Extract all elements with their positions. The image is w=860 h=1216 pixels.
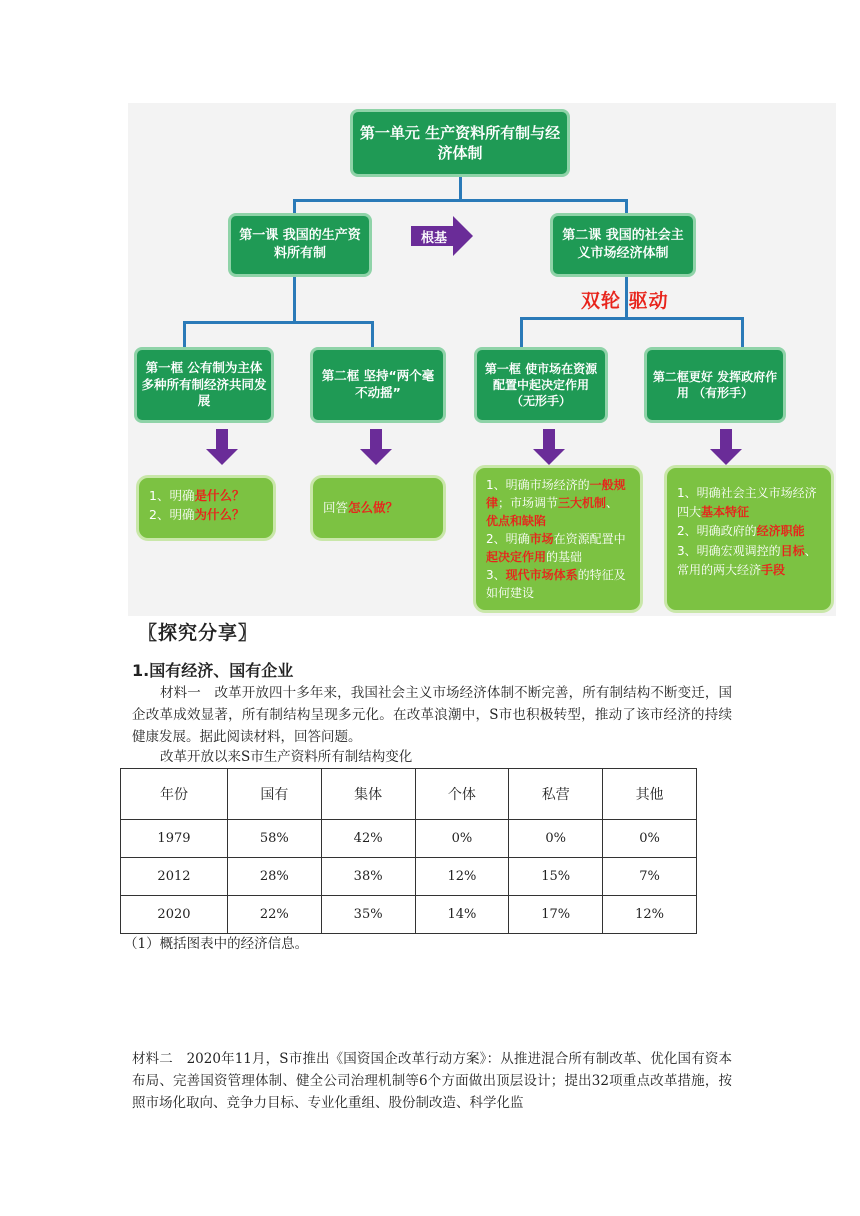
connector bbox=[459, 175, 462, 201]
table-cell: 14% bbox=[415, 896, 509, 934]
table-cell: 0% bbox=[509, 820, 603, 858]
table-row bbox=[121, 896, 697, 934]
table-cell: 38% bbox=[321, 858, 415, 896]
table-header: 年份 bbox=[121, 769, 228, 820]
box-government: 1、明确社会主义市场经济四大基本特征 2、明确政府的经济职能 3、明确宏观调控的目标、常用的两大经济手段 bbox=[664, 465, 834, 613]
table-row bbox=[121, 820, 697, 858]
table-header: 私营 bbox=[509, 769, 603, 820]
course-two-label: 第二课 我国的社会主义市场经济体制 bbox=[562, 228, 684, 261]
frame-l1-node bbox=[134, 347, 274, 423]
table-cell: 7% bbox=[603, 858, 697, 896]
table-cell: 12% bbox=[603, 896, 697, 934]
frame-r1-label: 第一框 使市场在资源配置中起决定作用 （无形手） bbox=[484, 361, 598, 409]
table-header: 个体 bbox=[415, 769, 509, 820]
table-cell: 35% bbox=[321, 896, 415, 934]
table-cell: 22% bbox=[227, 896, 321, 934]
connector bbox=[293, 199, 628, 202]
dual-drive-label: 双轮 驱动 bbox=[581, 290, 669, 312]
frame-l2-label: 第二框 坚持“两个毫不动摇” bbox=[321, 368, 435, 400]
material-two: 材料二 2020年11月，S市推出《国资国企改革行动方案》：从推进混合所有制改革、优化国有资本布局、完善国资管理体制、健全公司治理机制等6个方面做出顶层设计；提出32项重点改革措施，按照市场化取向、竞争力目标、专业化重组、股份制改造、科学化监 bbox=[132, 1051, 732, 1111]
knowledge-diagram bbox=[128, 103, 836, 616]
table-cell: 15% bbox=[509, 858, 603, 896]
section-heading: 〖探究分享〗 bbox=[138, 622, 259, 644]
ownership-table bbox=[120, 768, 697, 934]
frame-r1-node bbox=[474, 347, 608, 423]
connector bbox=[293, 275, 296, 323]
table-row bbox=[121, 858, 697, 896]
table-header-row bbox=[121, 769, 697, 820]
table-cell: 42% bbox=[321, 820, 415, 858]
frame-r2-node bbox=[644, 347, 786, 423]
connector bbox=[520, 317, 523, 347]
course-one-label: 第一课 我国的生产资料所有制 bbox=[239, 228, 361, 261]
table-cell: 58% bbox=[227, 820, 321, 858]
frame-r2-label: 第二框更好 发挥政府作用 （有形手） bbox=[652, 369, 778, 400]
table-cell: 12% bbox=[415, 858, 509, 896]
foundation-arrow bbox=[411, 216, 473, 256]
table-header: 集体 bbox=[321, 769, 415, 820]
connector bbox=[371, 321, 374, 347]
unit-title-node bbox=[350, 109, 570, 177]
course-one-node bbox=[228, 213, 372, 277]
table-caption: 改革开放以来S市生产资料所有制结构变化 bbox=[160, 749, 413, 765]
table-cell: 17% bbox=[509, 896, 603, 934]
table-cell: 28% bbox=[227, 858, 321, 896]
table-cell: 1979 bbox=[121, 820, 228, 858]
connector bbox=[183, 321, 186, 347]
box-what-why: 1、明确是什么？ 2、明确为什么？ bbox=[136, 475, 276, 541]
material-one: 材料一 改革开放四十多年来，我国社会主义市场经济体制不断完善，所有制结构不断变迁，国企改革成效显著，所有制结构呈现多元化。在改革浪潮中，S市也积极转型，推动了该市经济的持续健康发展。据此阅读材料，回答问题。 bbox=[132, 685, 732, 745]
table-header: 国有 bbox=[227, 769, 321, 820]
frame-l1-label: 第一框 公有制为主体多种所有制经济共同发展 bbox=[141, 359, 267, 409]
connector bbox=[520, 317, 744, 320]
table-cell: 0% bbox=[603, 820, 697, 858]
connector bbox=[741, 317, 744, 347]
connector bbox=[183, 321, 373, 324]
table-header: 其他 bbox=[603, 769, 697, 820]
box-how: 回答怎么做？ bbox=[310, 475, 446, 541]
arrow-label: 根基 bbox=[421, 230, 448, 246]
unit-title: 第一单元 生产资料所有制与经济体制 bbox=[359, 123, 561, 162]
table-cell: 0% bbox=[415, 820, 509, 858]
question-one: （1）概括图表中的经济信息。 bbox=[124, 936, 309, 952]
table-cell: 2020 bbox=[121, 896, 228, 934]
course-two-node bbox=[550, 213, 696, 277]
frame-l2-node bbox=[310, 347, 446, 423]
topic-title: 1.国有经济、国有企业 bbox=[132, 661, 294, 680]
table-cell: 2012 bbox=[121, 858, 228, 896]
box-market: 1、明确市场经济的一般规律；市场调节三大机制、优点和缺陷 2、明确市场在资源配置中起决定作用的基础 3、现代市场体系的特征及如何建设 bbox=[473, 465, 643, 613]
